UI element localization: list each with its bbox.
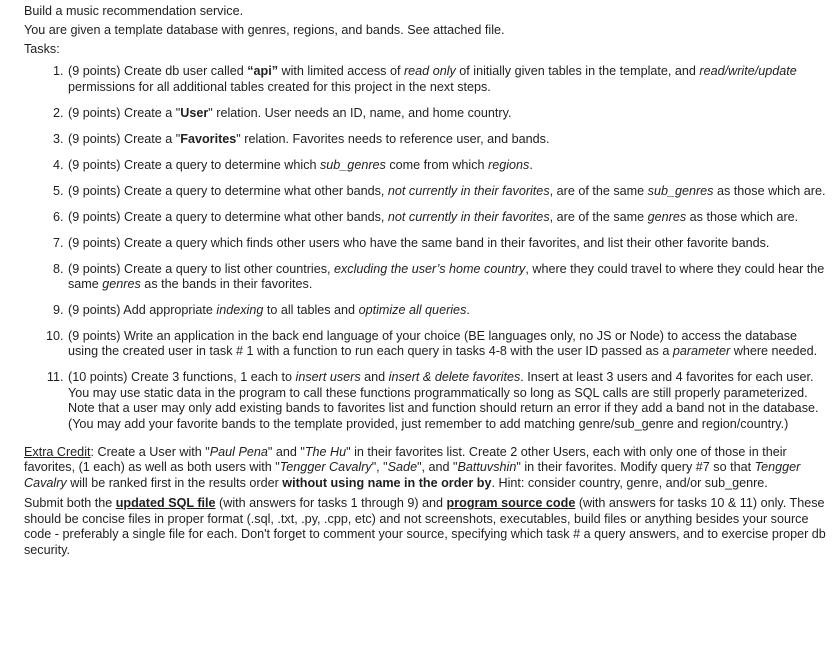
italic-text: read/write/update [699, 64, 797, 79]
text-run: (with answers for tasks 10 & 11) only. These should be concise files in proper format (.sql, .txt, .py, .cpp, etc) and not screenshots, executables, build files or anything besides your source code - preferably a single file for each. Don't forget to comment your source, specifying which task # a query answers, and to exercise proper db security. [24, 496, 826, 557]
task-list [24, 64, 830, 432]
task-item-11 [67, 370, 830, 432]
bold-text: without using name in the order by [282, 475, 492, 490]
text-run: Extra Credit [24, 445, 91, 460]
italic-text: Battuvshin [457, 460, 517, 475]
text-run: of initially given tables in the template, and [455, 64, 700, 79]
text-run: " in their favorites. Modify query #7 so that [516, 460, 755, 475]
italic-text: excluding the user’s home country [334, 261, 526, 276]
text-run: will be ranked first in the results order [66, 475, 283, 490]
italic-text: not currently in their favorites [387, 209, 550, 224]
intro-given: You are given a template database with genres, regions, and bands. See attached file. [24, 22, 505, 37]
submission-paragraph [24, 496, 830, 558]
bold-text: “api” [247, 64, 278, 79]
task-item-4 [67, 158, 830, 173]
text-run: as those which are. [686, 209, 799, 224]
italic-text: Sade [387, 460, 418, 475]
task-item-10 [67, 329, 830, 360]
text-run: . [529, 157, 533, 172]
text-run: permissions for all additional tables created for this project in the next steps. [68, 79, 491, 94]
text-run: with limited access of [278, 64, 404, 79]
task-item-2 [67, 106, 830, 121]
italic-text: genres [102, 277, 141, 292]
italic-text: regions [488, 157, 530, 172]
task-item-3 [67, 132, 830, 147]
intro [24, 4, 830, 57]
bold-text: program source code [446, 496, 576, 511]
text-run: and [360, 370, 389, 385]
text-run: " and " [267, 445, 305, 460]
text-run: (9 points) Create a query which finds other users who have the same band in their favorites, and list their other favorite bands. [68, 235, 770, 250]
italic-text: genres [647, 209, 687, 224]
text-run: come from which [385, 157, 489, 172]
text-run: (9 points) Create a " [68, 131, 181, 146]
text-run: Submit both the [24, 496, 116, 511]
text-run: " relation. Favorites needs to reference user, and bands. [236, 131, 550, 146]
italic-text: sub_genres [320, 157, 386, 172]
italic-text: indexing [216, 303, 264, 318]
italic-text: Paul Pena [209, 445, 268, 460]
text-run: . Hint: consider country, genre, and/or sub_genre. [491, 475, 768, 490]
text-run: (9 points) Create a query to determine what other bands, [68, 183, 388, 198]
text-run: . [466, 303, 470, 318]
text-run: , are of the same [549, 183, 648, 198]
text-run: (9 points) Create a query to determine which [68, 157, 320, 172]
bold-text: updated SQL file [115, 496, 216, 511]
task-item-8 [67, 262, 830, 293]
text-run: " in their favorites list. Create 2 other Users, each with only one of those in their favorites, (1 each) as well as both users with " [24, 445, 787, 475]
italic-text: The Hu [304, 445, 347, 460]
task-item-6 [67, 210, 830, 225]
text-run: ", " [371, 460, 388, 475]
text-run: (9 points) Create db user called [68, 64, 248, 79]
text-run: " relation. User needs an ID, name, and home country. [208, 105, 512, 120]
text-run: (9 points) Create a " [68, 105, 181, 120]
text-run: (9 points) Create a query to list other countries, [68, 261, 334, 276]
italic-text: optimize all queries [358, 303, 467, 318]
text-run: (9 points) Create a query to determine what other bands, [68, 209, 388, 224]
task-item-9 [67, 303, 830, 318]
text-run: (9 points) Write an application in the back end language of your choice (BE languages only, no JS or Node) to access the database using the created user in task # 1 with a function to run each query in tasks 4-8 with the user ID passed as a [68, 329, 798, 359]
text-run: to all tables and [263, 303, 359, 318]
italic-text: insert & delete favorites [388, 370, 521, 385]
text-run: ", and " [417, 460, 458, 475]
italic-text: insert users [295, 370, 361, 385]
text-run: , are of the same [549, 209, 648, 224]
text-run: (with answers for tasks 1 through 9) and [215, 496, 447, 511]
text-run: : Create a User with " [90, 445, 210, 460]
task-item-7 [67, 236, 830, 251]
text-run: , where they could travel to where they could hear the same [68, 261, 825, 292]
text-run: as the bands in their favorites. [140, 277, 313, 292]
task-item-1 [67, 64, 830, 95]
intro-title: Build a music recommendation service. [24, 4, 244, 18]
italic-text: sub_genres [647, 183, 714, 198]
italic-text: read only [403, 64, 456, 79]
text-run: as those which are. [713, 183, 826, 198]
text-run: . Insert at least 3 users and 4 favorites for each user. You may use static data in the program to call these functions programmatically so long as SQL calls are still properly parameterized. Note that a user may only add existing bands to favorites list and function should return an error if they add a band not in the database. (You may add your favorite bands to the template provided, just remember to add matching genre/sub_genre and region/country.) [68, 370, 819, 431]
extra-credit-paragraph [24, 445, 830, 491]
text-run: where needed. [730, 344, 818, 359]
text-run: (10 points) Create 3 functions, 1 each to [68, 370, 296, 385]
tasks-label: Tasks: [24, 41, 60, 56]
italic-text: not currently in their favorites [387, 183, 550, 198]
text-run: (9 points) Add appropriate [68, 303, 217, 318]
italic-text: parameter [672, 344, 731, 359]
task-item-5 [67, 184, 830, 199]
italic-text: Tengger Cavalry [279, 460, 372, 475]
italic-text: Tengger Cavalry [24, 460, 801, 490]
bold-text: User [180, 105, 209, 120]
bold-text: Favorites [180, 131, 237, 146]
